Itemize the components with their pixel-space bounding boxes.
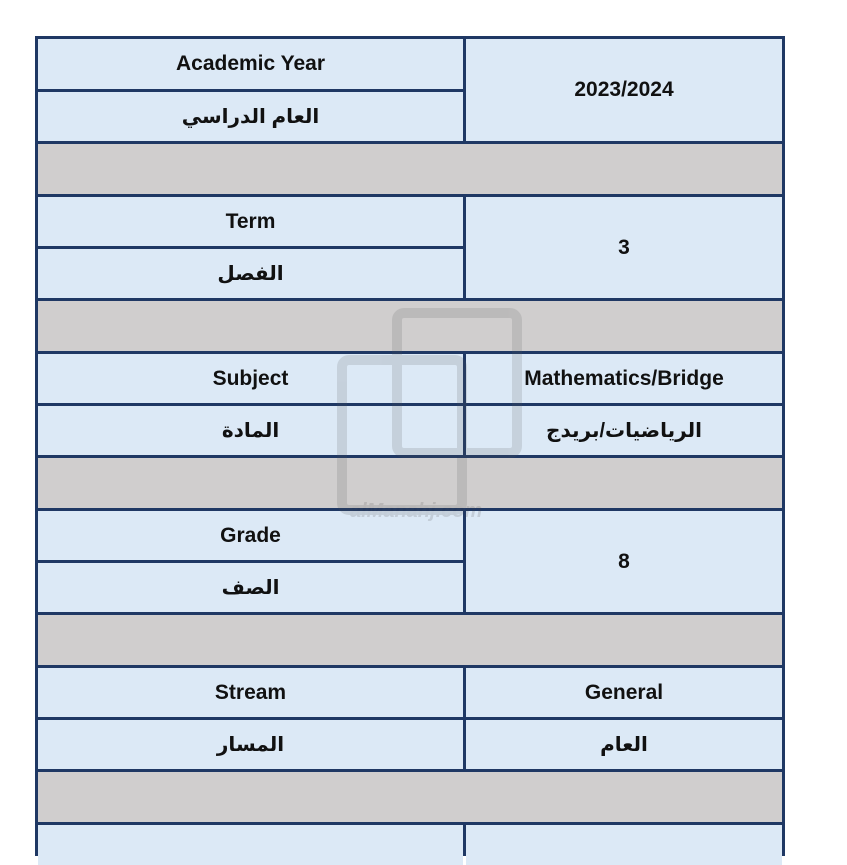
academic-year-value: 2023/2024 bbox=[466, 39, 782, 141]
term-label-en: Term bbox=[38, 197, 463, 246]
grade-value: 8 bbox=[466, 511, 782, 612]
stream-label-ar: المسار bbox=[38, 720, 463, 769]
subject-label-en: Subject bbox=[38, 354, 463, 403]
academic-year-label-ar: العام الدراسي bbox=[38, 92, 463, 141]
next-row-value bbox=[466, 825, 782, 865]
subject-label-ar: المادة bbox=[38, 406, 463, 455]
grade-label-ar: الصف bbox=[38, 563, 463, 612]
info-table bbox=[35, 36, 785, 856]
academic-year-label-en: Academic Year bbox=[38, 39, 463, 89]
stream-label-en: Stream bbox=[38, 668, 463, 717]
separator-row bbox=[38, 772, 782, 822]
next-row-label bbox=[38, 825, 463, 865]
subject-value-ar: الرياضيات/بريدج bbox=[466, 406, 782, 455]
separator-row bbox=[38, 615, 782, 665]
separator-row bbox=[38, 144, 782, 194]
subject-value-en: Mathematics/Bridge bbox=[466, 354, 782, 403]
stream-value-ar: العام bbox=[466, 720, 782, 769]
term-label-ar: الفصل bbox=[38, 249, 463, 298]
grade-label-en: Grade bbox=[38, 511, 463, 560]
separator-row bbox=[38, 458, 782, 508]
separator-row bbox=[38, 301, 782, 351]
stream-value-en: General bbox=[466, 668, 782, 717]
term-value: 3 bbox=[466, 197, 782, 298]
